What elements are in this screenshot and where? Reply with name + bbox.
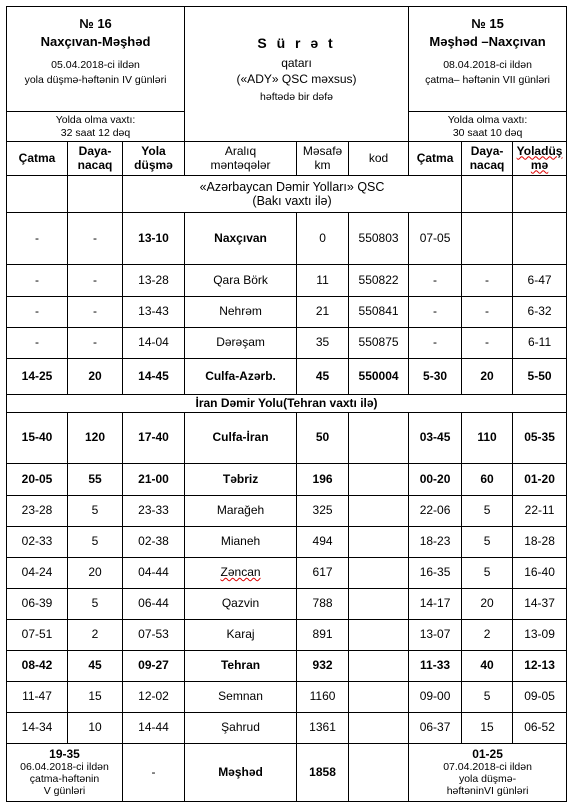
stop-return-cell: - [462,265,513,297]
depart-cell: 02-38 [123,527,185,558]
depart-cell: 13-43 [123,297,185,328]
station-cell: Təbriz [185,464,297,496]
station-cell: Culfa-Azərb. [185,359,297,395]
final-left-time: 19-35 [49,746,80,761]
depart-cell: 13-28 [123,265,185,297]
stop-cell: 2 [68,620,123,651]
distance-cell: 932 [297,651,349,682]
stop-return-cell: 5 [462,527,513,558]
stop-cell: 20 [68,359,123,395]
final-left-note-3: V günləri [43,785,86,798]
stop-return-cell: 5 [462,558,513,589]
stop-return-cell: 20 [462,589,513,620]
right-train-schedule-1: 08.04.2018-ci ildən [443,58,532,71]
arrival-cell: 07-51 [7,620,68,651]
station-row [7,496,567,527]
section-iran-row [7,395,567,413]
section-iran: İran Dəmir Yolu(Tehran vaxtı ilə) [7,395,567,413]
stop-return-cell [462,213,513,265]
train-type-title: S ü r ə t [257,35,336,51]
code-cell [349,651,409,682]
arrival-cell: 08-42 [7,651,68,682]
arrival-return-cell: 18-23 [409,527,462,558]
code-cell: 550875 [349,328,409,359]
arrival-cell: 20-05 [7,464,68,496]
right-train-schedule-2: çatma– həftənin VII günləri [425,73,551,86]
arrival-cell: 02-33 [7,527,68,558]
depart-return-cell: 16-40 [513,558,567,589]
right-travel-label: Yolda olma vaxtı: [447,114,528,127]
col-stations-1: Aralıq [224,143,257,158]
station-cell: Zəncan [185,558,297,589]
station-cell: Şahrud [185,713,297,744]
depart-cell: 14-45 [123,359,185,395]
col-distance [297,142,349,176]
depart-return-cell: 6-32 [513,297,567,328]
blank-cell [7,176,68,213]
station-cell: Qara Börk [185,265,297,297]
depart-return-cell: 05-35 [513,413,567,464]
depart-return-cell: 5-50 [513,359,567,395]
station-row [7,359,567,395]
depart-cell: 14-44 [123,713,185,744]
arrival-return-cell: 07-05 [409,213,462,265]
distance-cell: 196 [297,464,349,496]
arrival-return-cell: 06-37 [409,713,462,744]
depart-return-cell: 6-47 [513,265,567,297]
distance-cell: 1361 [297,713,349,744]
station-cell: Dərəşam [185,328,297,359]
stop-cell: 5 [68,496,123,527]
stop-return-cell: 5 [462,496,513,527]
station-cell: Culfa-İran [185,413,297,464]
station-row [7,589,567,620]
final-right-time: 01-25 [472,746,503,761]
col-arrival-return: Çatma [409,142,462,176]
code-cell [349,527,409,558]
code-cell [349,413,409,464]
stop-cell: 10 [68,713,123,744]
stop-return-cell: 40 [462,651,513,682]
distance-cell: 788 [297,589,349,620]
blank-cell [462,176,513,213]
stop-cell: - [68,297,123,328]
depart-cell: 14-04 [123,328,185,359]
distance-cell: 50 [297,413,349,464]
section-azerbaijan-subtitle: (Bakı vaxtı ilə) [252,194,332,208]
arrival-cell: 14-25 [7,359,68,395]
depart-cell: 04-44 [123,558,185,589]
stop-cell: - [68,213,123,265]
right-travel-time [409,112,567,142]
arrival-cell: 23-28 [7,496,68,527]
stop-return-cell: 60 [462,464,513,496]
code-cell [349,713,409,744]
station-row [7,213,567,265]
distance-cell: 35 [297,328,349,359]
station-cell: Semnan [185,682,297,713]
station-row [7,328,567,359]
code-cell [349,558,409,589]
section-azerbaijan [123,176,462,213]
col-depart-2: düşmə [134,157,173,172]
station-row [7,558,567,589]
col-code: kod [349,142,409,176]
code-cell [349,496,409,527]
depart-cell: 12-02 [123,682,185,713]
arrival-return-cell: 11-33 [409,651,462,682]
station-cell: Nehrəm [185,297,297,328]
blank-cell [513,176,567,213]
col-stop [68,142,123,176]
distance-cell: 1160 [297,682,349,713]
arrival-return-cell: 14-17 [409,589,462,620]
stop-return-cell: 15 [462,713,513,744]
section-azerbaijan-row [7,176,567,213]
station-row [7,297,567,328]
depart-cell: 06-44 [123,589,185,620]
depart-cell: 09-27 [123,651,185,682]
final-right-note-2: yola düşmə- [458,773,517,786]
depart-return-cell: 09-05 [513,682,567,713]
title-row [7,7,567,112]
stop-return-cell: 5 [462,682,513,713]
depart-return-cell: 01-20 [513,464,567,496]
owner-note: («ADY» QSC məxsus) [236,71,357,86]
station-cell: Tehran [185,651,297,682]
left-train-route: Naxçıvan-Məşhəd [40,33,151,49]
arrival-return-cell: 09-00 [409,682,462,713]
left-travel-value: 32 saat 12 dəq [60,126,131,139]
distance-cell: 891 [297,620,349,651]
col-depart-return-2: mə [530,157,549,172]
code-cell: 550803 [349,213,409,265]
right-travel-value: 30 saat 10 dəq [452,126,523,139]
final-km: 1858 [297,744,349,802]
depart-return-cell: 6-11 [513,328,567,359]
right-train-info [409,7,567,112]
col-stop-return-2: nacaq [469,157,505,172]
distance-cell: 45 [297,359,349,395]
code-cell [349,589,409,620]
col-distance-2: km [314,157,331,172]
column-header-row [7,142,567,176]
arrival-return-cell: 13-07 [409,620,462,651]
left-train-schedule-2: yola düşmə-həftənin IV günləri [24,73,167,86]
depart-cell: 07-53 [123,620,185,651]
azerbaijan-rows [7,213,567,395]
station-row [7,651,567,682]
code-cell: 550822 [349,265,409,297]
col-stations-2: məntəqələr [210,157,271,172]
stop-return-cell: - [462,328,513,359]
timetable [6,6,567,802]
stop-cell: 120 [68,413,123,464]
col-depart [123,142,185,176]
left-train-number: № 16 [79,16,112,31]
station-cell: Mianeh [185,527,297,558]
station-cell: Karaj [185,620,297,651]
section-azerbaijan-title: «Azərbaycan Dəmir Yolları» QSC [199,179,385,194]
col-stop-2: nacaq [77,157,113,172]
right-train-route: Məşhəd –Naxçıvan [429,33,546,49]
distance-cell: 21 [297,297,349,328]
stop-return-cell: 110 [462,413,513,464]
col-stop-1: Daya- [78,143,112,158]
station-row [7,527,567,558]
stop-return-cell: 20 [462,359,513,395]
arrival-cell: - [7,328,68,359]
depart-cell: 17-40 [123,413,185,464]
blank-cell [68,176,123,213]
col-depart-return [513,142,567,176]
depart-cell: 13-10 [123,213,185,265]
depart-cell: 23-33 [123,496,185,527]
final-depart: - [123,744,185,802]
frequency-note: həftədə bir dəfə [260,90,334,103]
distance-cell: 0 [297,213,349,265]
stop-cell: 45 [68,651,123,682]
arrival-return-cell: 5-30 [409,359,462,395]
arrival-cell: 15-40 [7,413,68,464]
final-right-note-3: həftəninVI günləri [446,785,529,798]
arrival-return-cell: 00-20 [409,464,462,496]
stop-cell: 5 [68,589,123,620]
depart-return-cell: 06-52 [513,713,567,744]
stop-cell: 20 [68,558,123,589]
arrival-cell: 11-47 [7,682,68,713]
left-travel-time [7,112,185,142]
code-cell [349,464,409,496]
station-row [7,682,567,713]
stop-cell: 15 [68,682,123,713]
col-stop-return-1: Daya- [470,143,504,158]
stop-return-cell: - [462,297,513,328]
arrival-cell: - [7,265,68,297]
station-row [7,265,567,297]
station-row [7,464,567,496]
col-depart-return-1: Yoladüş [516,143,563,158]
distance-cell: 325 [297,496,349,527]
stop-cell: 55 [68,464,123,496]
col-stop-return [462,142,513,176]
code-cell: 550841 [349,297,409,328]
final-left-note-2: çatma-həftənin [29,773,100,786]
depart-return-cell: 12-13 [513,651,567,682]
stop-cell: - [68,328,123,359]
arrival-return-cell: - [409,265,462,297]
code-cell [349,620,409,651]
left-travel-label: Yolda olma vaxtı: [55,114,136,127]
distance-cell: 11 [297,265,349,297]
depart-return-cell: 22-11 [513,496,567,527]
arrival-return-cell: - [409,328,462,359]
arrival-return-cell: 03-45 [409,413,462,464]
arrival-return-cell: 22-06 [409,496,462,527]
depart-cell: 21-00 [123,464,185,496]
arrival-cell: 06-39 [7,589,68,620]
col-stations [185,142,297,176]
station-row [7,713,567,744]
stop-cell: 5 [68,527,123,558]
arrival-cell: 04-24 [7,558,68,589]
center-title [185,7,409,142]
col-depart-1: Yola [141,143,166,158]
col-distance-1: Məsafə [302,143,343,158]
arrival-cell: - [7,297,68,328]
depart-return-cell: 14-37 [513,589,567,620]
code-cell [349,682,409,713]
distance-cell: 494 [297,527,349,558]
depart-return-cell: 13-09 [513,620,567,651]
station-cell: Qazvin [185,589,297,620]
station-row [7,413,567,464]
train-type-subtitle: qatarı [281,56,312,71]
station-cell: Marağeh [185,496,297,527]
iran-rows [7,413,567,744]
station-cell: Naxçıvan [185,213,297,265]
depart-return-cell [513,213,567,265]
left-train-schedule-1: 05.04.2018-ci ildən [51,58,140,71]
arrival-cell: - [7,213,68,265]
arrival-return-cell: - [409,297,462,328]
final-left-note-1: 06.04.2018-ci ildən [20,761,109,774]
distance-cell: 617 [297,558,349,589]
col-arrival: Çatma [7,142,68,176]
code-cell: 550004 [349,359,409,395]
station-row [7,620,567,651]
left-train-info [7,7,185,112]
stop-return-cell: 2 [462,620,513,651]
final-right-note-1: 07.04.2018-ci ildən [443,761,532,774]
depart-return-cell: 18-28 [513,527,567,558]
stop-cell: - [68,265,123,297]
arrival-cell: 14-34 [7,713,68,744]
arrival-return-cell: 16-35 [409,558,462,589]
final-station: Məşhəd [185,744,297,802]
right-train-number: № 15 [471,16,504,31]
